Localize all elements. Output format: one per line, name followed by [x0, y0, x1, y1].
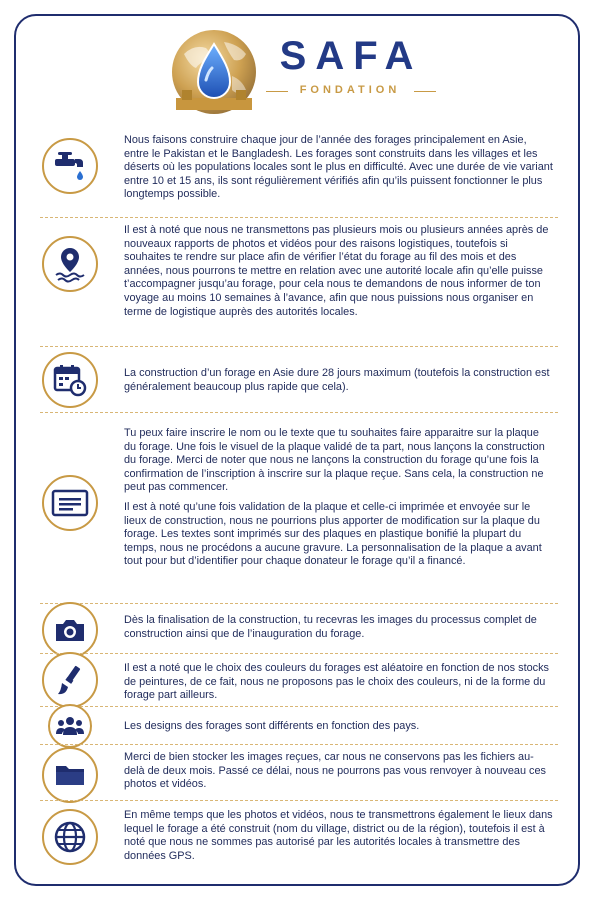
- section-plaque: [40, 413, 550, 603]
- paragraph: La construction d’un forage en Asie dure 28 jours maximum (toutefois la construction est généralement beaucoup plus rapide que cela).: [124, 367, 550, 393]
- paragraph: Il est à noté qu’une fois validation de la plaque et celle-ci imprimée et envoyée sur le lieux de construction, nous ne pourrions plus apporter de modification sur la plaque du forage. Les textes sont imprimés sur des plaques en plastique bonifié la plupart du temps, nous ne procédons a aucune gravure. La personnalisation de la plaque a avant tout pour but d’identifier pour chaque donateur le forage qu’il a financé.: [124, 500, 542, 568]
- paragraph: Nous faisons construire chaque jour de l’année des forages principalement en Asie, entre le Pakistan et le Bangladesh. Les forages sont construits dans les villages et les déserts où les populations locales sont le plus en difficulté. Avec une durée de vie variant entre 10 et 15 ans, ils sont régulièrement vérifiés afin qu’ils puissent fonctionner le plus longtemps possible.: [124, 134, 553, 201]
- paragraph: Il est à noté que nous ne transmettons pas plusieurs mois ou plusieurs années après de nouveaux rapports de photos et vidéos pour des raisons logistiques, toutefois si souhaites te rendre sur place afin de vérifier l’état du forage au fil des mois et des années, nous pourrons te mettre en relation avec une autorité locale afin qu’elle puisse t’accompagner jusqu’au forage, pour cela nous te demandons de nous informer de ton voyage au moins 10 semaines à l’avance, afin que nous puissions nous organiser en terme de logistique auprès des autorités locales.: [124, 224, 549, 318]
- paintbrush-icon: [42, 652, 98, 708]
- section-text: [124, 751, 554, 798]
- folder-icon: [42, 747, 98, 803]
- section-text: [124, 427, 554, 575]
- logo-subtitle: FONDATION: [299, 84, 401, 96]
- section-text: [124, 614, 554, 647]
- section-visit: [40, 218, 550, 346]
- water-tap-icon: [42, 138, 98, 194]
- paragraph: En même temps que les photos et vidéos, nous te transmettrons également le lieux dans lequel le forage a été construit (nom du village, district ou de la région), toutefois il est à noté que nous ne sommes pas autorisé par les autorités locales à transmettre des données GPS.: [124, 809, 553, 862]
- paragraph: Merci de bien stocker les images reçues, car nous ne conservons pas les fichiers au-delà de deux mois. Passé ce délai, nous ne pourrons pas vous renvoyer à nouveau ces photos et vidéos.: [124, 751, 546, 791]
- calendar-clock-icon: [42, 352, 98, 408]
- paragraph: Tu peux faire inscrire le nom ou le texte que tu souhaites faire apparaitre sur la plaque du forage. Une fois le visuel de la plaque validé de ta part, nous lançons la construction du forage. Merci de noter que nous ne lançons la construction du forage qu’une fois la confirmation de l’inscription à inscrire sur la plaque reçue. Sans cela, la construction ne peut pas commencer.: [124, 427, 545, 494]
- paragraph: Dès la finalisation de la construction, tu recevras les images du processus complet de construction ainsi que de l’inauguration du forage.: [124, 614, 537, 640]
- section-text: [124, 720, 554, 740]
- section-text: [124, 224, 554, 325]
- section-images: [40, 604, 550, 654]
- location-pin-icon: [42, 236, 98, 292]
- people-icon: [48, 704, 92, 748]
- paragraph: Il est a noté que le choix des couleurs du forages est aléatoire en fonction de nos stocks de peintures, de ce fait, nous ne proposons pas le choix des couleurs, ni de la forme du forage part ailleurs.: [124, 662, 549, 702]
- section-text: [124, 367, 554, 400]
- section-duration: [40, 347, 550, 413]
- section-storage: [40, 745, 550, 800]
- paragraph: Les designs des forages sont différents en fonction des pays.: [124, 720, 420, 732]
- logo-title: SAFA: [279, 34, 423, 78]
- section-colors: [40, 654, 550, 706]
- section-text: [124, 662, 554, 709]
- section-boreholes: [40, 124, 553, 222]
- section-designs: [40, 707, 550, 745]
- globe-icon: [42, 809, 98, 865]
- section-text: [124, 809, 554, 869]
- section-location: [40, 801, 553, 873]
- plaque-icon: [42, 475, 98, 531]
- section-text: [124, 134, 554, 208]
- camera-icon: [42, 602, 98, 658]
